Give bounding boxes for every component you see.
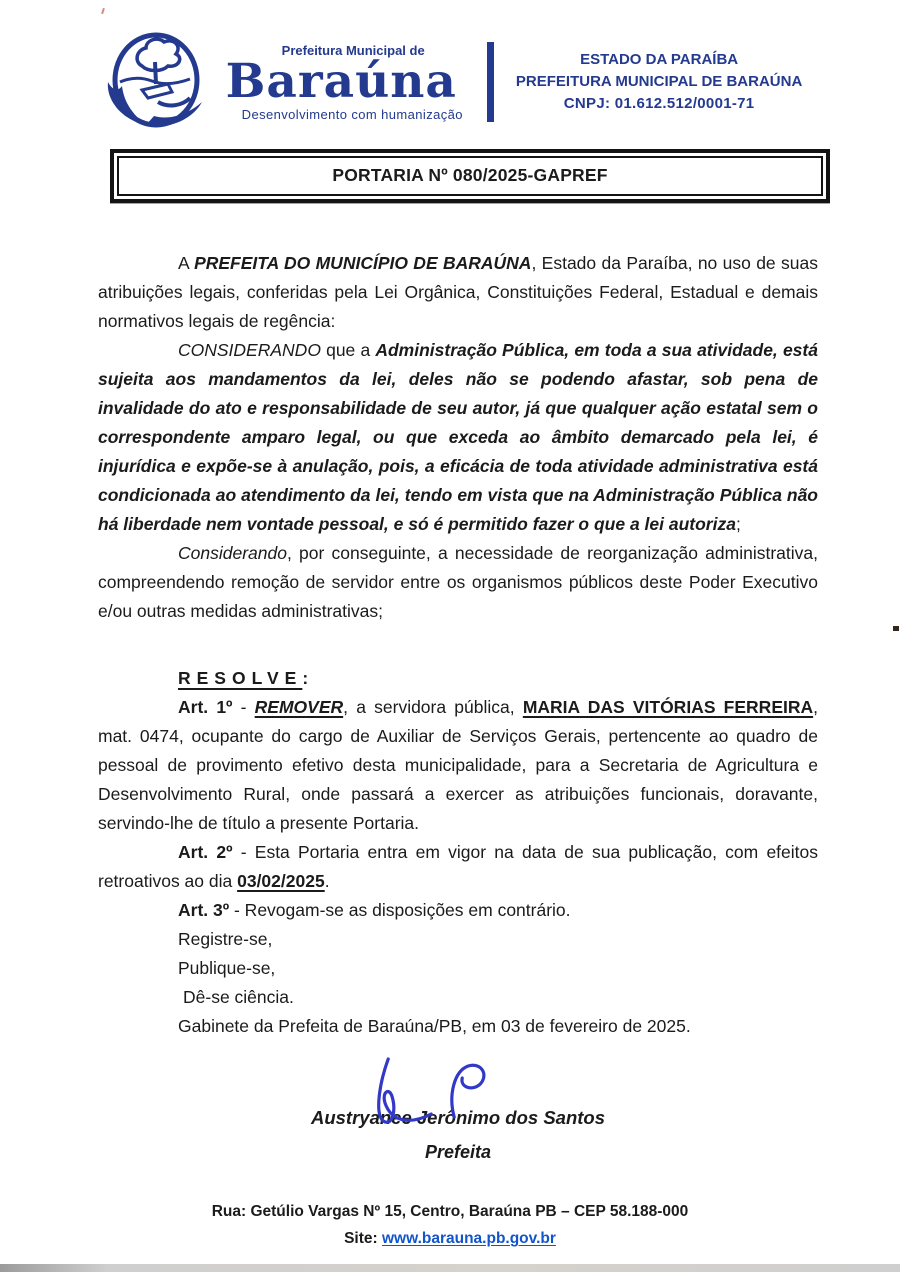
signer-name: Austryanee Jerônimo dos Santos xyxy=(310,1107,606,1128)
document-title-box xyxy=(110,149,830,203)
article-2-label: Art. 2º xyxy=(178,842,233,862)
footer-site-label: Site: xyxy=(344,1230,382,1247)
letterhead xyxy=(0,0,900,132)
closing-line-ciencia: Dê-se ciência. xyxy=(183,987,294,1007)
wordmark-tagline: Desenvolvimento com humanização xyxy=(241,106,463,122)
municipal-seal-icon xyxy=(98,32,216,132)
article-2-end: . xyxy=(324,871,330,891)
opening-text: A xyxy=(178,253,195,273)
considerando-connector: que a xyxy=(320,340,376,360)
article-3-text: - Revogam-se as disposições em contrário. xyxy=(229,900,571,920)
considerando-end: ; xyxy=(735,514,741,534)
footer-address: Rua: Getúlio Vargas Nº 15, Centro, Baraúna PB – CEP 58.188-000 xyxy=(211,1203,689,1220)
authority-name: PREFEITA DO MUNICÍPIO DE BARAÚNA xyxy=(194,253,532,273)
closing-line-publique: Publique-se, xyxy=(178,958,276,978)
wordmark-city-name: Baraúna xyxy=(225,53,457,109)
closing-line-registre: Registre-se, xyxy=(178,929,273,949)
opening-paragraph xyxy=(98,249,818,336)
wordmark xyxy=(226,44,463,121)
document-body xyxy=(0,249,900,1167)
article-3-paragraph xyxy=(98,896,818,925)
considerando-keyword: CONSIDERANDO xyxy=(178,340,321,360)
wordmark-small-label: Prefeitura Municipal de xyxy=(281,42,425,58)
gabinete-line: Gabinete da Prefeita de Baraúna/PB, em 03 de fevereiro de 2025. xyxy=(178,1016,691,1036)
footer-site-link[interactable]: www.barauna.pb.gov.br xyxy=(381,1230,556,1247)
entity-name: PREFEITURA MUNICIPAL DE BARAÚNA xyxy=(515,73,803,91)
header-entity-block xyxy=(516,49,802,114)
cnpj: CNPJ: 01.612.512/0001-71 xyxy=(563,94,755,112)
resolve-colon: : xyxy=(302,668,309,688)
article-2-text: - Esta Portaria entra em vigor na data de sua publicação, com efeitos retroativos ao dia xyxy=(98,842,819,891)
opening-rest: , Estado da Paraíba, no uso de suas atribuições legais, conferidas pela Lei Orgânica, Constituições Federal, Estadual e demais normativos legais de regência: xyxy=(98,253,818,331)
article-1-text-b: , mat. 0474, ocupante do cargo de Auxiliar de Serviços Gerais, pertencente ao quadro de pessoal de provimento efetivo desta municipalidade, para a Secretaria de Agricultura e Desenvolvimento Rural, onde passará a exercer as atribuições funcionais, doravante, servindo-lhe de título a presente Portaria. xyxy=(98,697,819,833)
state-name: ESTADO DA PARAÍBA xyxy=(580,51,739,69)
scan-speck xyxy=(893,626,899,631)
considerando2-rest: , por conseguinte, a necessidade de reorganização administrativa, compreendendo remoção de servidor entre os organismos públicos deste Poder Executivo e/ou outras medidas administrativas; xyxy=(98,543,818,621)
article-1-label: Art. 1º xyxy=(178,697,233,717)
scan-edge-strip xyxy=(0,1264,900,1272)
footer-site-line xyxy=(0,1225,900,1252)
considerando-paragraph-2 xyxy=(98,539,818,626)
considerando2-keyword: Considerando xyxy=(178,543,287,563)
signer-role: Prefeita xyxy=(424,1142,492,1162)
considerando-paragraph-1 xyxy=(98,336,818,539)
signature-block xyxy=(98,1103,818,1167)
header-divider xyxy=(487,42,494,122)
article-2-paragraph xyxy=(98,838,818,896)
considerando-quote: Administração Pública, em toda a sua atividade, está sujeita aos mandamentos da lei, deles não se podendo afastar, sob pena de invalidade do ato e responsabilidade de seu autor, já que qualquer ação estatal sem o correspondente amparo legal, ou que exceda ao âmbito demarcado pela lei, é injurídica e expõe-se à anulação, pois, a eficácia de toda atividade administrativa está condicionada ao atendimento da lei, tendo em vista que na Administração Pública não há liberdade nem vontade pessoal, e só é permitido fazer o que a lei autoriza xyxy=(98,340,818,534)
resolve-word: RESOLVE xyxy=(178,668,303,688)
article-1-text-a: , a servidora pública, xyxy=(343,697,523,717)
document-title: PORTARIA Nº 080/2025-GAPREF xyxy=(117,156,823,196)
footer xyxy=(0,1198,900,1252)
servant-name: MARIA DAS VITÓRIAS FERREIRA xyxy=(522,697,814,717)
resolve-heading xyxy=(178,664,818,693)
article-1-action: REMOVER xyxy=(254,697,344,717)
article-3-label: Art. 3º xyxy=(178,900,230,920)
article-1-sep: - xyxy=(232,697,255,717)
effective-date: 03/02/2025 xyxy=(237,871,325,891)
article-1-paragraph xyxy=(98,693,818,838)
